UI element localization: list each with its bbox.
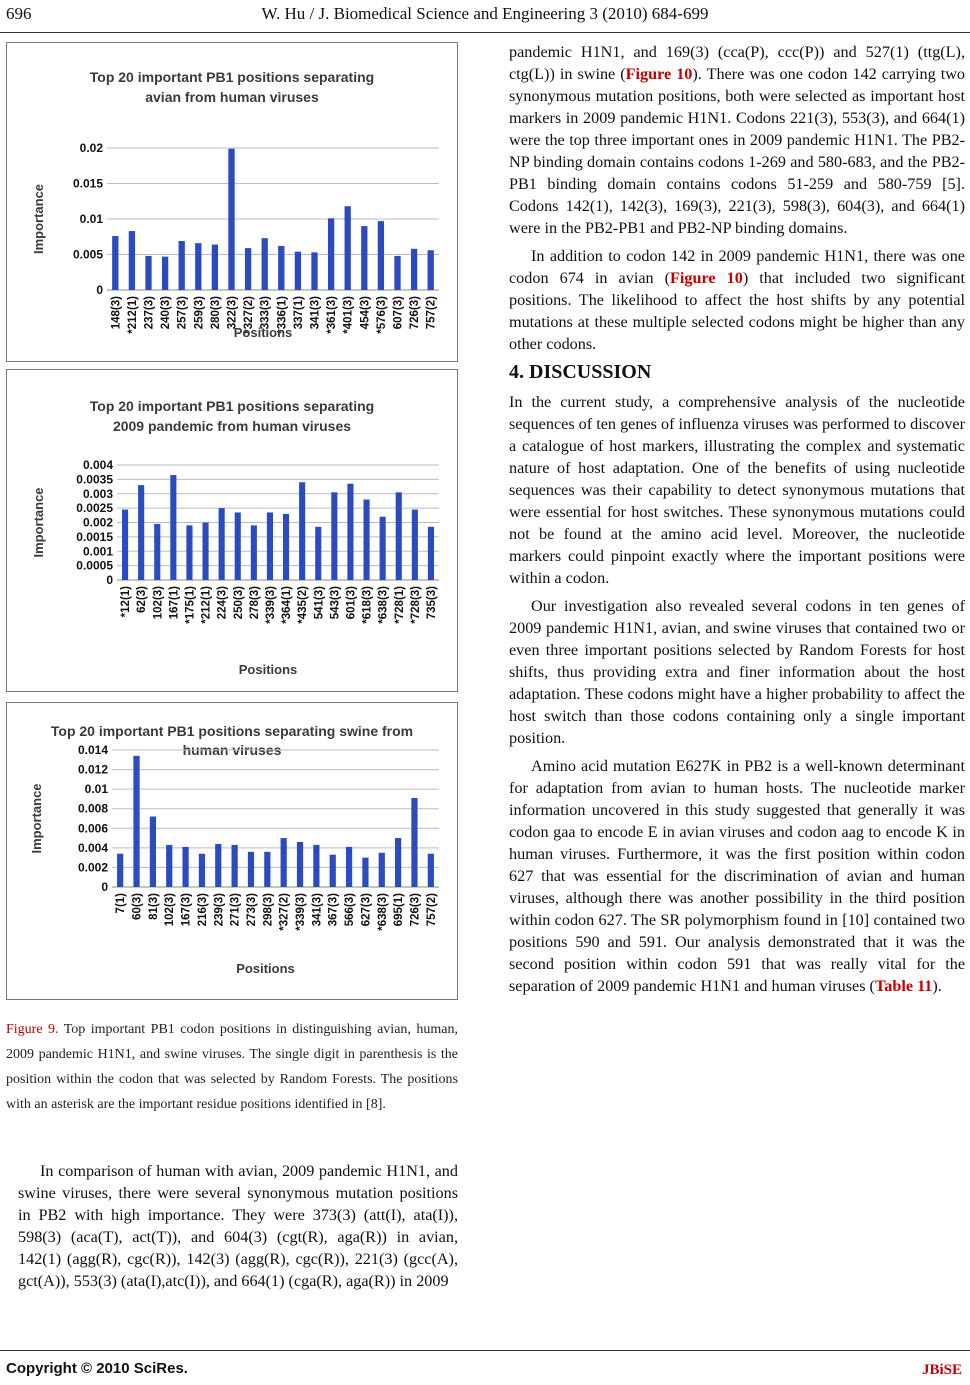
chart-title-line-1: Top 20 important PB1 positions separating swine from bbox=[50, 723, 414, 739]
bar bbox=[179, 241, 185, 290]
bar bbox=[396, 492, 402, 580]
bar bbox=[394, 256, 400, 290]
chart-title-line-1: Top 20 important PB1 positions separating bbox=[89, 398, 375, 414]
y-axis-title: Importance bbox=[29, 783, 44, 854]
x-tick-label: *327(2) bbox=[243, 296, 256, 334]
bar bbox=[347, 484, 353, 580]
bar bbox=[428, 854, 434, 887]
x-tick-label: 627(3) bbox=[360, 893, 373, 927]
y-tick-label: 0.01 bbox=[84, 782, 108, 797]
bar bbox=[362, 858, 368, 887]
x-tick-label: *401(3) bbox=[342, 296, 355, 334]
bar bbox=[186, 525, 192, 580]
x-axis-title: Positions bbox=[236, 961, 295, 976]
x-axis-title: Positions bbox=[233, 325, 293, 340]
bar bbox=[195, 243, 201, 290]
bar bbox=[331, 492, 337, 580]
x-tick-label: *364(1) bbox=[281, 586, 294, 624]
x-tick-label: 280(3) bbox=[209, 296, 222, 330]
y-tick-label: 0.012 bbox=[77, 762, 108, 777]
x-tick-label: *336(1) bbox=[276, 296, 289, 334]
y-tick-label: 0.0005 bbox=[76, 558, 113, 573]
bar bbox=[150, 817, 156, 887]
bar bbox=[228, 149, 234, 290]
x-tick-label: *175(1) bbox=[184, 586, 197, 624]
bar bbox=[311, 252, 317, 290]
left-paragraph-1: In comparison of human with avian, 2009 pandemic H1N1, and swine viruses, there were several synonymous mutation positions in PB2 with high importance. They were 373(3) (att(I), ata(I)), 598(3) (aca(T), act(T)), and 604(3) (cgt(R), aga(R)) in avian, 142(1) (agg(R), cgc(R)), 142(3) (agg(R), cgc(R)), 221(3) (gcc(A), gct(A)), 553(3) (ata(I),atc(I)), and 664(1) (cga(R), aga(R)) in 2009 bbox=[18, 1162, 458, 1290]
right-paragraph-1: pandemic H1N1, and 169(3) (cca(P), ccc(P)) and 527(1) (ttg(L), ctg(L)) in swine (Figure 10). There was one codon 142 carrying two synonymous mutation positions, both were selected as important host markers in 2009 pandemic H1N1. Codons 221(3), 553(3), and 664(1) were the top three important ones in 2009 pandemic H1N1. The PB2-NP binding domain contains codons 1-269 and 580-683, and the PB2-PB1 binding domain contains codons 51-259 and 580-759 [5]. Codons 142(1), 142(3), 169(3), 221(3), 598(3), 604(3), and 664(1) were in the PB2-PB1 and PB2-NP binding domains. bbox=[509, 43, 965, 237]
x-tick-label: 726(3) bbox=[409, 296, 422, 330]
x-tick-label: *339(3) bbox=[264, 586, 277, 624]
x-tick-label: 240(3) bbox=[160, 296, 173, 330]
y-tick-label: 0.002 bbox=[82, 515, 113, 530]
bar bbox=[363, 500, 369, 581]
x-tick-label: 102(3) bbox=[152, 586, 165, 620]
x-tick-label: 298(3) bbox=[262, 893, 275, 927]
x-tick-label: *212(1) bbox=[200, 586, 213, 624]
bar bbox=[154, 524, 160, 580]
x-tick-label: *327(2) bbox=[278, 893, 291, 931]
x-tick-label: *576(3) bbox=[375, 296, 388, 334]
bar bbox=[117, 854, 123, 887]
x-tick-label: 735(3) bbox=[425, 586, 438, 620]
x-tick-label: 454(3) bbox=[359, 296, 372, 330]
right-column bbox=[509, 41, 965, 997]
x-tick-label: 273(3) bbox=[245, 893, 258, 927]
figure-10-link-2[interactable]: Figure 10 bbox=[670, 269, 743, 287]
y-tick-label: 0 bbox=[101, 880, 108, 894]
bar bbox=[428, 527, 434, 580]
y-tick-label: 0.006 bbox=[77, 821, 108, 836]
bar bbox=[166, 845, 172, 887]
y-tick-label: 0.004 bbox=[82, 458, 113, 472]
bar bbox=[345, 206, 351, 290]
x-tick-label: 757(2) bbox=[425, 296, 438, 330]
x-tick-label: *728(3) bbox=[409, 586, 422, 624]
y-tick-label: 0.014 bbox=[77, 743, 108, 757]
bar bbox=[202, 523, 208, 581]
bar bbox=[412, 510, 418, 580]
left-column bbox=[18, 1160, 458, 1292]
figure-caption bbox=[6, 1017, 458, 1117]
x-tick-label: 259(3) bbox=[193, 296, 206, 330]
bar bbox=[330, 855, 336, 887]
chart-title-line-2: 2009 pandemic from human viruses bbox=[112, 418, 352, 434]
x-tick-label: 337(1) bbox=[292, 296, 305, 330]
x-tick-label: *339(3) bbox=[295, 893, 308, 931]
chart-swine-vs-human bbox=[6, 702, 458, 1000]
bar bbox=[281, 838, 287, 887]
x-tick-label: *638(3) bbox=[377, 586, 390, 624]
x-tick-label: 102(3) bbox=[164, 893, 177, 927]
y-tick-label: 0.001 bbox=[82, 544, 113, 559]
discussion-paragraph-1: In the current study, a comprehensive analysis of the nucleotide sequences of ten genes of influenza viruses was performed to discover a catalogue of host markers, illustrating the complex and systematic nature of host adaptation. One of the benefits of using nucleotide sequences was their capability to detect synonymous mutations that were essential for host switches. These synonymous mutations could not be found at the amino acid level. Moreover, the nucleotide markers could pinpoint exactly where the important positions were within a codon. bbox=[509, 393, 965, 587]
x-tick-label: 341(3) bbox=[311, 893, 324, 927]
chart-svg-pandemic bbox=[7, 370, 457, 691]
bar bbox=[182, 847, 188, 887]
bar bbox=[215, 844, 221, 887]
bar bbox=[346, 847, 352, 887]
footer-journal: JBiSE bbox=[921, 1362, 962, 1378]
x-tick-label: 543(3) bbox=[329, 586, 342, 620]
x-tick-label: *638(3) bbox=[376, 893, 389, 931]
chart-svg-swine bbox=[7, 703, 457, 999]
x-tick-label: 60(3) bbox=[131, 893, 144, 920]
bar bbox=[112, 236, 118, 290]
bar bbox=[328, 218, 334, 290]
bar bbox=[395, 838, 401, 887]
footer-rule bbox=[0, 1350, 970, 1351]
bar bbox=[248, 852, 254, 887]
y-tick-label: 0.008 bbox=[77, 801, 108, 816]
bar bbox=[379, 853, 385, 887]
y-tick-label: 0.004 bbox=[77, 840, 108, 855]
bar bbox=[267, 512, 273, 580]
x-tick-label: 148(3) bbox=[110, 296, 123, 330]
bar bbox=[219, 508, 225, 580]
x-tick-label: 224(3) bbox=[216, 586, 229, 620]
x-tick-label: 250(3) bbox=[232, 586, 245, 620]
x-tick-label: 726(3) bbox=[409, 893, 422, 927]
x-tick-label: 695(1) bbox=[393, 893, 406, 927]
bar bbox=[212, 245, 218, 290]
bar bbox=[170, 475, 176, 580]
bar bbox=[129, 231, 135, 290]
x-tick-label: *728(1) bbox=[393, 586, 406, 624]
bar bbox=[232, 845, 238, 887]
discussion-paragraph-3: Amino acid mutation E627K in PB2 is a well-known determinant for adaptation from avian to human hosts. The nucleotide marker information uncovered in this study suggested that generally it was codon gaa to encode E in avian viruses and codon aag to encode K in human viruses. Furthermore, it was the first position within codon 627 that was essential for the discrimination of avian and human viruses, although there was another possibility in the third position within codon 627. The SR polymorphism found in [10] contained two positions 590 and 591. Our analysis demonstrated that it was the second position within codon 591 that was really vital for the separation of 2009 pandemic H1N1 and human viruses (Table 11). bbox=[509, 757, 965, 995]
bar bbox=[378, 221, 384, 290]
x-tick-label: 367(3) bbox=[327, 893, 340, 927]
x-tick-label: 322(3) bbox=[226, 296, 239, 330]
x-tick-label: *212(1) bbox=[126, 296, 139, 334]
y-tick-label: 0.003 bbox=[82, 486, 113, 501]
x-tick-label: 7(1) bbox=[115, 893, 128, 914]
bar bbox=[133, 756, 139, 887]
x-tick-label: 566(3) bbox=[344, 893, 357, 927]
chart-avian-vs-human bbox=[6, 42, 458, 362]
x-tick-label: *361(3) bbox=[326, 296, 339, 334]
x-tick-label: 167(1) bbox=[168, 586, 181, 620]
bar bbox=[138, 485, 144, 580]
bar bbox=[235, 512, 241, 580]
x-tick-label: 757(2) bbox=[425, 893, 438, 927]
header-rule bbox=[0, 32, 970, 33]
x-tick-label: *618(3) bbox=[361, 586, 374, 624]
chart-svg-avian bbox=[7, 43, 457, 361]
y-tick-label: 0.0015 bbox=[76, 529, 113, 544]
bar bbox=[145, 256, 151, 290]
bar bbox=[264, 852, 270, 887]
x-tick-label: 607(3) bbox=[392, 296, 405, 330]
x-axis-title: Positions bbox=[238, 662, 298, 677]
y-tick-label: 0.01 bbox=[79, 212, 103, 226]
y-tick-label: 0.005 bbox=[72, 247, 103, 262]
discussion-paragraph-2: Our investigation also revealed several codons in ten genes of 2009 pandemic H1N1, avian, and swine viruses that contained two or even three important positions selected by Random Forests for host shifts, thus providing extra and finer information about the host adaptation. These codons might have a higher probability to affect the host switch than those codons containing only a single important position. bbox=[509, 597, 965, 747]
y-tick-label: 0.002 bbox=[77, 860, 108, 875]
y-tick-label: 0 bbox=[106, 573, 113, 587]
figure-label: Figure 9. bbox=[6, 1022, 59, 1037]
right-paragraph-2: In addition to codon 142 in 2009 pandemic H1N1, there was one codon 674 in avian (Figure 10) that included two significant positions. The likelihood to affect the host shifts by any potential mutations at these multiple selected codons might be higher than any other codons. bbox=[509, 247, 965, 353]
x-tick-label: 541(3) bbox=[313, 586, 326, 620]
chart-title-line-2: human viruses bbox=[182, 742, 282, 758]
x-tick-label: 271(3) bbox=[229, 893, 242, 927]
bar bbox=[299, 482, 305, 580]
chart-title-line-2: avian from human viruses bbox=[145, 89, 319, 105]
table-11-link[interactable]: Table 11 bbox=[874, 977, 933, 995]
bar bbox=[315, 527, 321, 580]
bar bbox=[245, 248, 251, 290]
figure-10-link[interactable]: Figure 10 bbox=[625, 65, 693, 83]
bar bbox=[162, 257, 168, 290]
x-tick-label: 239(3) bbox=[213, 893, 226, 927]
y-axis-title: Importance bbox=[31, 183, 46, 255]
x-tick-label: 62(3) bbox=[136, 586, 149, 613]
caption-text: Top important PB1 codon positions in distinguishing avian, human, 2009 pandemic H1N1, and swine viruses. The single digit in parenthesis is the position within the codon that was selected by Random Forests. The positions with an asterisk are the important residue positions identified in [8]. bbox=[6, 1022, 458, 1112]
chart-title-line-1: Top 20 important PB1 positions separating bbox=[89, 69, 375, 85]
bar bbox=[295, 252, 301, 290]
x-tick-label: 341(3) bbox=[309, 296, 322, 330]
bar bbox=[380, 517, 386, 580]
bar bbox=[313, 845, 319, 887]
x-tick-label: 257(3) bbox=[176, 296, 189, 330]
x-tick-label: 237(3) bbox=[143, 296, 156, 330]
chart-pandemic-vs-human bbox=[6, 369, 458, 692]
x-tick-label: 216(3) bbox=[196, 893, 209, 927]
x-tick-label: *435(2) bbox=[297, 586, 310, 624]
footer-copyright: Copyright © 2010 SciRes. bbox=[6, 1360, 188, 1377]
bar bbox=[251, 525, 257, 580]
bar bbox=[297, 842, 303, 887]
y-tick-label: 0.02 bbox=[79, 141, 103, 155]
page-number: 696 bbox=[6, 4, 32, 23]
bar bbox=[278, 246, 284, 290]
bar bbox=[361, 226, 367, 290]
x-tick-label: 333(3) bbox=[259, 296, 272, 330]
bar bbox=[283, 514, 289, 580]
y-tick-label: 0.0035 bbox=[76, 472, 113, 487]
running-title: W. Hu / J. Biomedical Science and Engineering 3 (2010) 684-699 bbox=[261, 4, 709, 23]
bar bbox=[411, 249, 417, 290]
page-header bbox=[0, 4, 970, 32]
y-axis-title: Importance bbox=[31, 487, 46, 558]
y-tick-label: 0 bbox=[96, 283, 103, 297]
bar bbox=[199, 854, 205, 887]
x-tick-label: 601(3) bbox=[345, 586, 358, 620]
x-tick-label: 81(3) bbox=[147, 893, 160, 920]
x-tick-label: *12(1) bbox=[120, 586, 133, 618]
section-heading-discussion: 4. DISCUSSION bbox=[509, 361, 652, 383]
bar bbox=[428, 250, 434, 290]
bar bbox=[262, 238, 268, 290]
y-tick-label: 0.015 bbox=[72, 176, 103, 191]
bar bbox=[411, 798, 417, 887]
x-tick-label: 167(3) bbox=[180, 893, 193, 927]
y-tick-label: 0.0025 bbox=[76, 501, 113, 516]
bar bbox=[122, 510, 128, 580]
x-tick-label: 278(3) bbox=[248, 586, 261, 620]
